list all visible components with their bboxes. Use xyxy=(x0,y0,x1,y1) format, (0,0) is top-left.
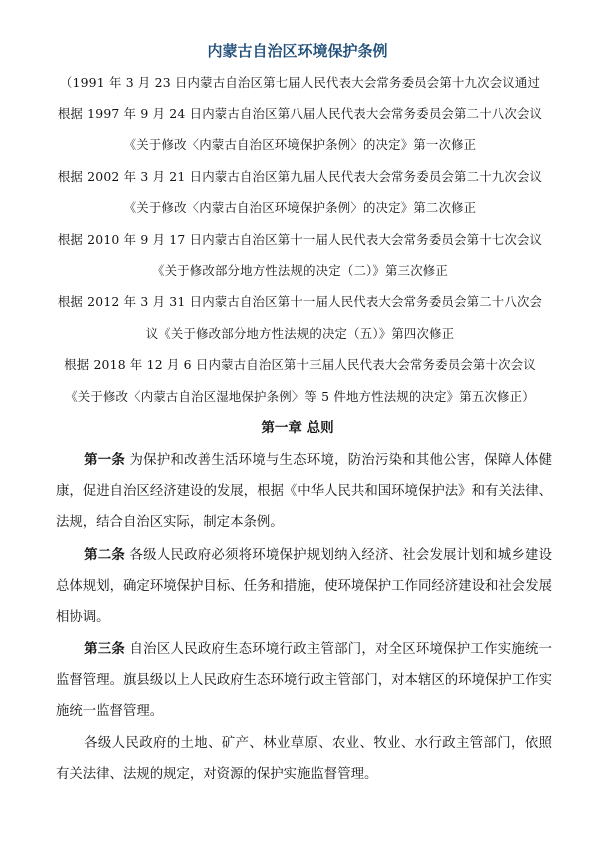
article-label: 第二条 xyxy=(84,548,126,563)
article-2 xyxy=(56,540,552,633)
article-label: 第一条 xyxy=(84,453,126,468)
article-text: 各级人民政府的土地、矿产、林业草原、农业、牧业、水行政主管部门，依照有关法律、法规的规定，对资源的保护实施监督管理。 xyxy=(56,736,552,782)
revision-line-11: 《关于修改〈内蒙古自治区湿地保护条例〉等 5 件地方性法规的决定》第五次修正） xyxy=(65,389,535,404)
revision-line-3: 《关于修改〈内蒙古自治区环境保护条例〉的决定》第一次修正 xyxy=(123,137,477,152)
document-title: 内蒙古自治区环境保护条例 xyxy=(207,42,388,60)
revision-line-2: 根据 1997 年 9 月 24 日内蒙古自治区第八届人民代表大会常务委员会第二十八次会议 xyxy=(57,106,543,121)
article-text: 自治区人民政府生态环境行政主管部门，对全区环境保护工作实施统一监督管理。旗县级以上人民政府生态环境行政主管部门，对本辖区的环境保护工作实施统一监督管理。 xyxy=(56,642,553,719)
revision-line-8: 根据 2012 年 3 月 31 日内蒙古自治区第十一届人民代表大会常务委员会第二十八次会 xyxy=(57,294,543,309)
revision-line-6: 根据 2010 年 9 月 17 日内蒙古自治区第十一届人民代表大会常务委员会第十七次会议 xyxy=(57,232,543,247)
revision-line-4: 根据 2002 年 3 月 21 日内蒙古自治区第九届人民代表大会常务委员会第二十九次会议 xyxy=(57,169,543,184)
article-label: 第三条 xyxy=(84,642,126,657)
article-text: 各级人民政府必须将环境保护规划纳入经济、社会发展计划和城乡建设总体规划，确定环境保护目标、任务和措施，使环境保护工作同经济建设和社会发展相协调。 xyxy=(56,548,553,625)
article-3 xyxy=(56,634,552,727)
article-1 xyxy=(56,445,552,538)
article-3-paragraph-2 xyxy=(56,728,552,790)
revision-line-5: 《关于修改〈内蒙古自治区环境保护条例〉的决定》第二次修正 xyxy=(123,200,477,215)
revision-line-7: 《关于修改部分地方性法规的决定（二）》第三次修正 xyxy=(152,263,448,278)
article-text: 为保护和改善生活环境与生态环境，防治污染和其他公害，保障人体健康，促进自治区经济建设的发展，根据《中华人民共和国环境保护法》和有关法律、法规，结合自治区实际，制定本条例。 xyxy=(56,453,553,530)
revision-line-1: （1991 年 3 月 23 日内蒙古自治区第七届人民代表大会常务委员会第十九次会议通过 xyxy=(59,75,541,90)
revision-line-10: 根据 2018 年 12 月 6 日内蒙古自治区第十三届人民代表大会常务委员会第十次会议 xyxy=(64,357,536,372)
chapter-heading: 第一章 总则 xyxy=(261,420,334,436)
revision-line-9: 议《关于修改部分地方性法规的决定（五）》第四次修正 xyxy=(145,326,455,341)
